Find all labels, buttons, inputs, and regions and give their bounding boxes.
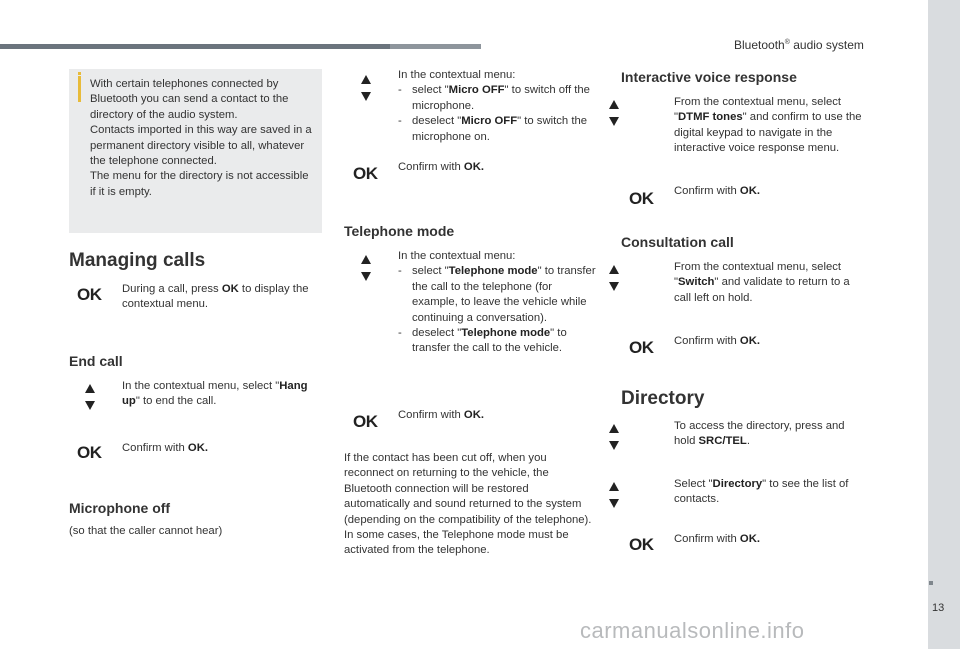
consultation-call-heading: Consultation call — [621, 234, 734, 250]
up-down-arrows-icon — [360, 255, 372, 281]
end-call-text: In the contextual menu, select "Hang up" to end the call. — [122, 380, 308, 408]
telephone-mode-confirm: Confirm with OK. — [398, 409, 485, 421]
ok-button-icon: OK — [629, 535, 654, 554]
microphone-off-subtitle: (so that the caller cannot hear) — [69, 525, 223, 537]
info-icon — [78, 76, 81, 102]
end-call-heading: End call — [69, 353, 123, 369]
consultation-call-confirm: Confirm with OK. — [674, 335, 761, 347]
interactive-voice-heading: Interactive voice response — [621, 69, 797, 85]
directory-confirm: Confirm with OK. — [674, 533, 761, 545]
watermark: carmanualsonline.info — [580, 618, 805, 643]
page-number: 13 — [932, 602, 945, 614]
managing-calls-heading: Managing calls — [69, 250, 206, 271]
ok-button-icon: OK — [77, 285, 102, 304]
interactive-voice-text: From the contextual menu, select "DTMF tones" and confirm to use the digital keypad to navigate in the interactive voice response menu. — [674, 96, 862, 155]
info-paragraph: The menu for the directory is not accessible if it is empty. — [90, 170, 309, 198]
ok-button-icon: OK — [353, 412, 378, 431]
microphone-off-confirm: Confirm with OK. — [398, 161, 485, 173]
list-item: - deselect "Micro OFF" to switch the microphone on. — [398, 115, 588, 143]
info-paragraph: With certain telephones connected by Bluetooth you can send a contact to the directory of the audio system. — [90, 78, 289, 121]
continuation-marker — [929, 581, 933, 585]
directory-heading: Directory — [621, 388, 705, 409]
note-paragraph: If the contact has been cut off, when you reconnect on returning to the vehicle, the Bluetooth connection will be restored automatically and sound returned to the system (depending on the compatibility of the telephone). — [344, 452, 592, 526]
list-item: - deselect "Telephone mode" to transfer the call to the vehicle. — [398, 327, 567, 355]
side-tab — [928, 0, 960, 649]
directory-step-2: Select "Directory" to see the list of contacts. — [674, 478, 849, 506]
header-rule-dark — [0, 44, 390, 49]
telephone-mode-heading: Telephone mode — [344, 223, 455, 239]
up-down-arrows-icon — [608, 424, 620, 450]
telephone-mode-intro: In the contextual menu: — [398, 250, 516, 262]
info-text — [90, 77, 315, 200]
interactive-voice-confirm: Confirm with OK. — [674, 185, 761, 197]
telephone-mode-note — [344, 451, 594, 559]
list-item: - select "Micro OFF" to switch off the microphone. — [398, 84, 590, 112]
microphone-off-heading: Microphone off — [69, 500, 171, 516]
ok-button-icon: OK — [629, 189, 654, 208]
ok-button-icon: OK — [77, 443, 102, 462]
up-down-arrows-icon — [360, 75, 372, 101]
ok-button-icon: OK — [353, 164, 378, 183]
up-down-arrows-icon — [608, 100, 620, 126]
ok-button-icon: OK — [629, 338, 654, 357]
list-item: - select "Telephone mode" to transfer the call to the telephone (for example, to leave the vehicle while continuing a conversation). — [398, 265, 596, 324]
telephone-mode-instructions — [398, 249, 598, 357]
consultation-call-text: From the contextual menu, select "Switch" and validate to return to a call left on hold. — [674, 261, 850, 304]
info-paragraph: Contacts imported in this way are saved in a permanent directory visible to all, whatever the telephone connected. — [90, 124, 312, 168]
microphone-off-instructions — [398, 68, 593, 145]
page-header-title: Bluetooth® audio system — [734, 38, 864, 52]
microphone-off-intro: In the contextual menu: — [398, 69, 516, 81]
up-down-arrows-icon — [608, 265, 620, 291]
directory-step-1: To access the directory, press and hold SRC/TEL. — [674, 420, 845, 448]
end-call-confirm: Confirm with OK. — [122, 442, 209, 454]
note-paragraph: In some cases, the Telephone mode must be activated from the telephone. — [344, 529, 569, 557]
managing-calls-text: During a call, press OK to display the contextual menu. — [122, 283, 309, 311]
info-icon-dot — [78, 72, 81, 75]
up-down-arrows-icon — [84, 384, 96, 410]
up-down-arrows-icon — [608, 482, 620, 508]
